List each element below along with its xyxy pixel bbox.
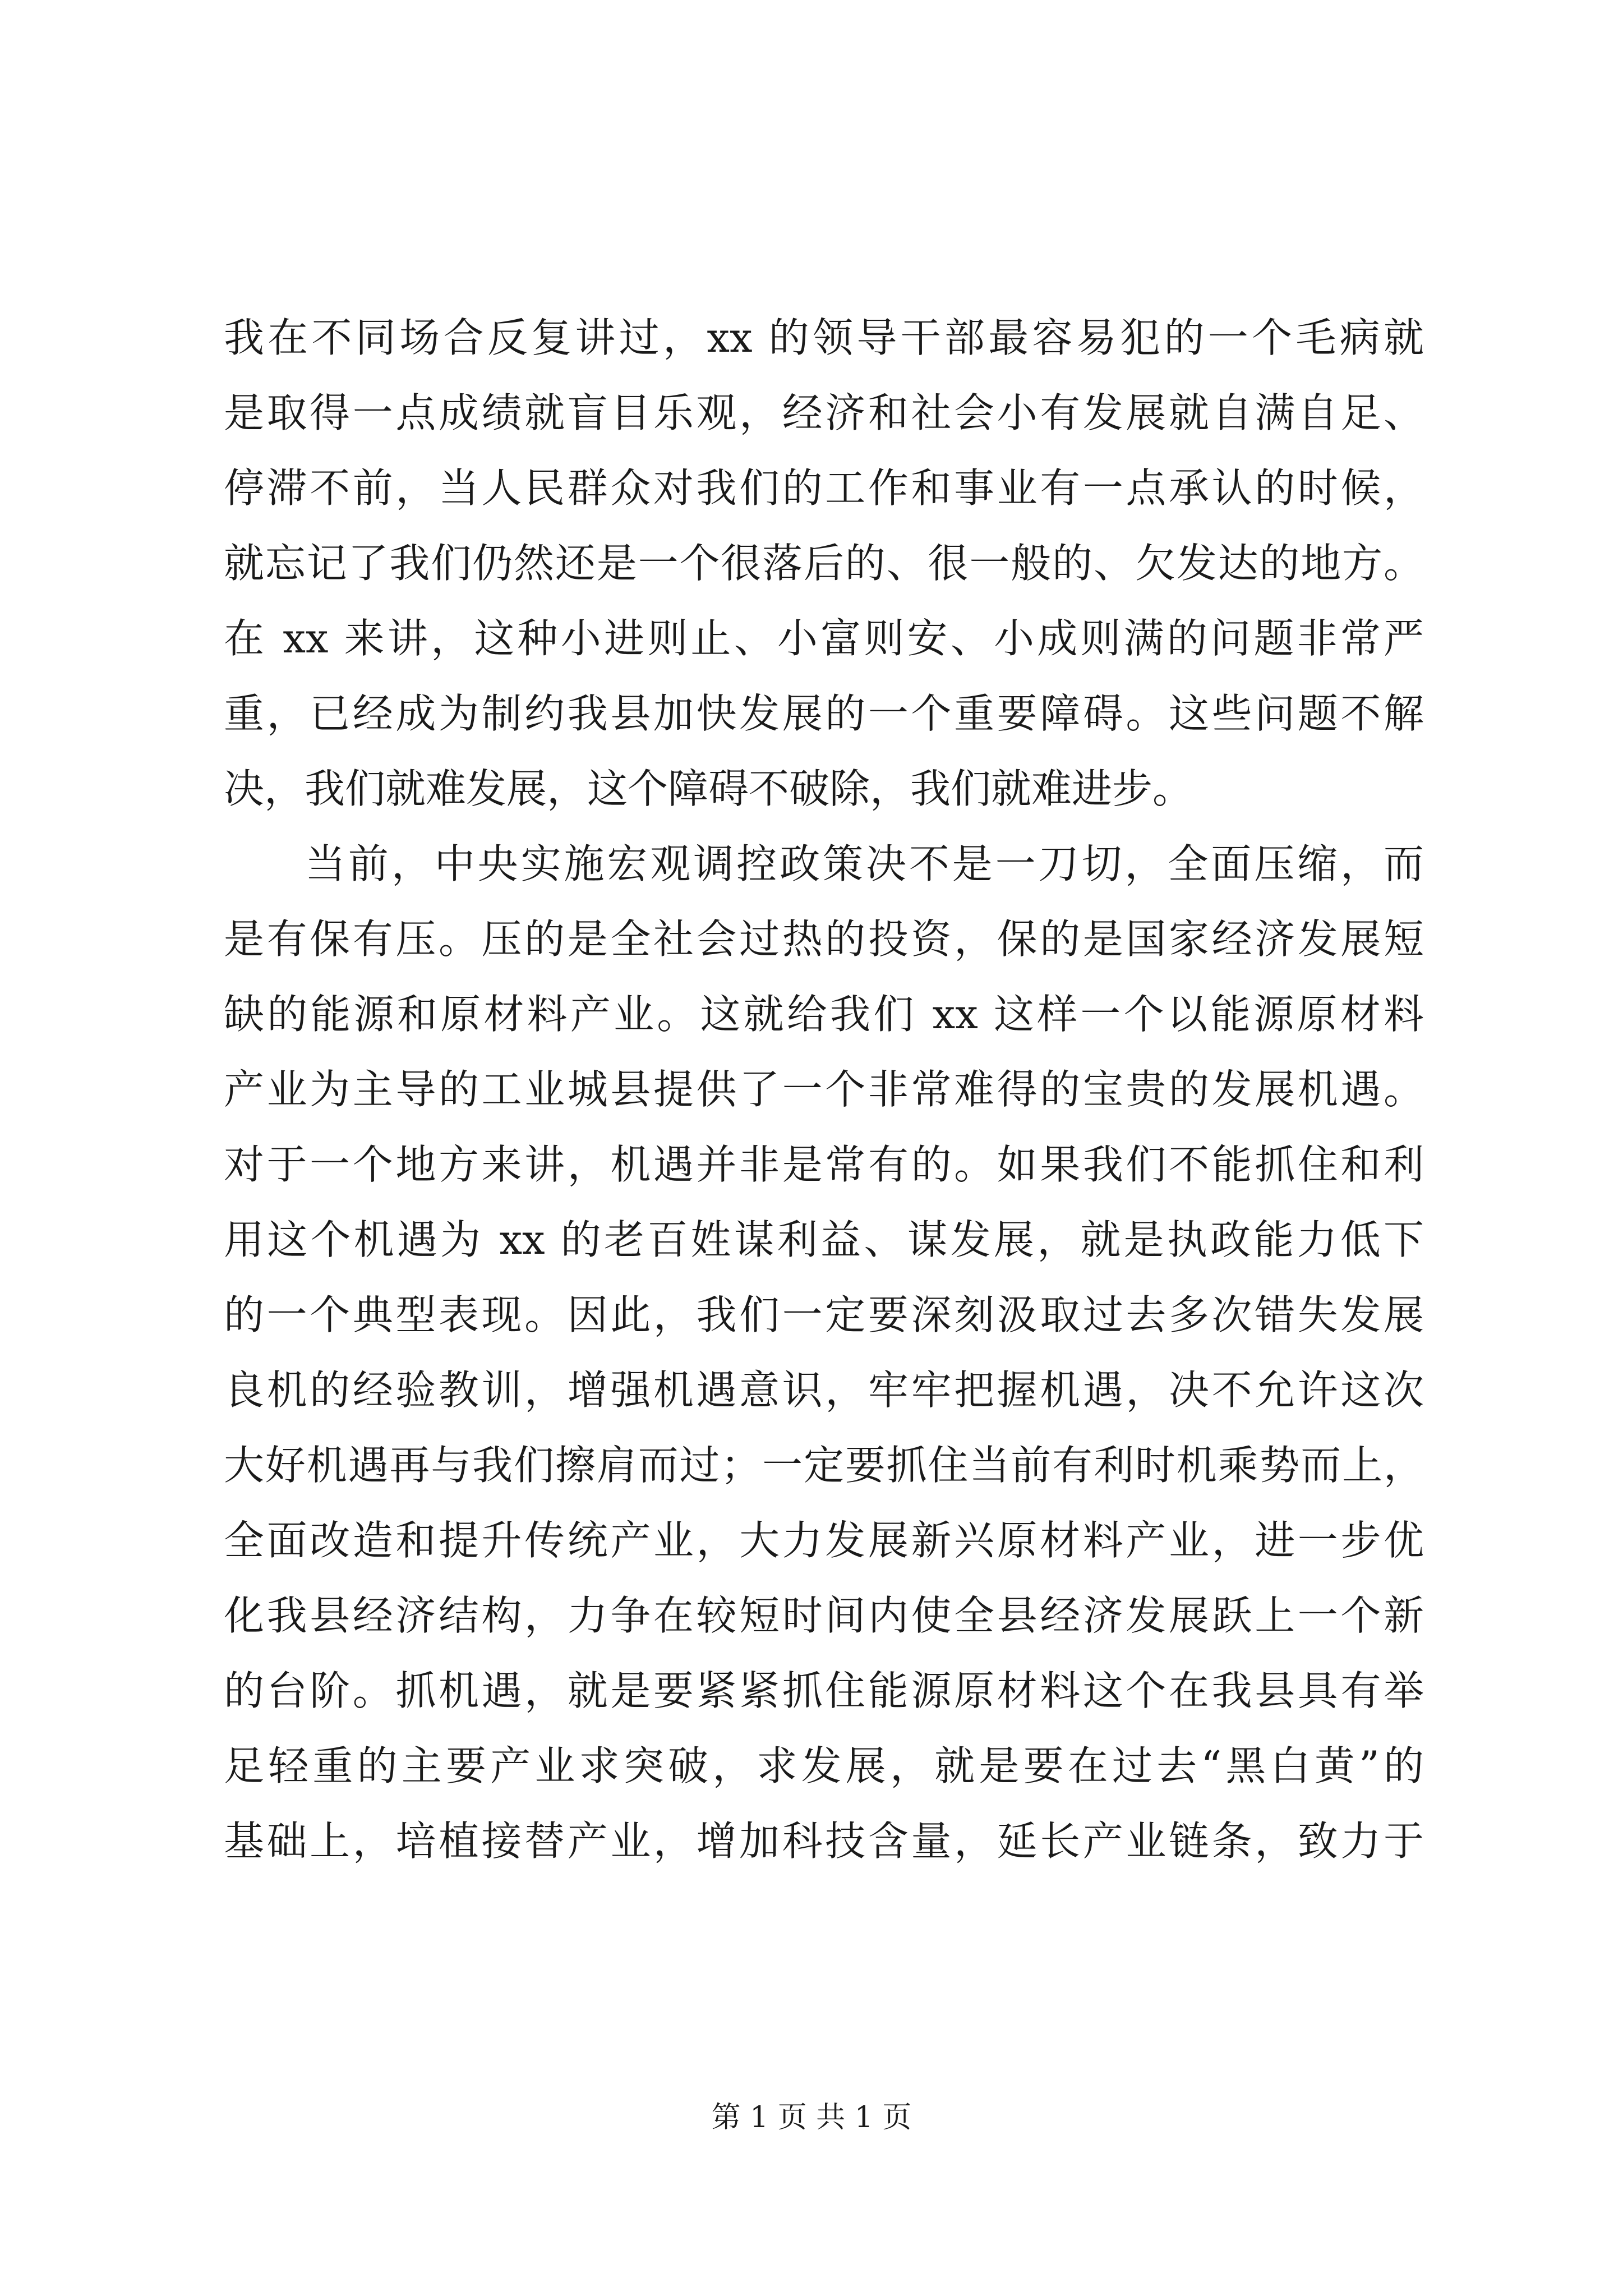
text-line: 缺的能源和原材料产业。这就给我们 xx 这样一个以能源原材料 <box>224 991 1424 1038</box>
text-line: 是有保有压。压的是全社会过热的投资，保的是国家经济发展短 <box>224 915 1424 963</box>
text-line: 就忘记了我们仍然还是一个很落后的、很一般的、欠发达的地方。 <box>224 540 1424 587</box>
text-line: 的一个典型表现。因此，我们一定要深刻汲取过去多次错失发展 <box>224 1291 1424 1338</box>
text-line: 当前，中央实施宏观调控政策决不是一刀切，全面压缩，而 <box>305 840 1424 887</box>
text-line: 化我县经济结构，力争在较短时间内使全县经济发展跃上一个新 <box>224 1592 1424 1639</box>
text-line: 基础上，培植接替产业，增加科技含量，延长产业链条，致力于 <box>224 1818 1424 1865</box>
text-line: 良机的经验教训，增强机遇意识，牢牢把握机遇，决不允许这次 <box>224 1366 1424 1414</box>
text-line: 是取得一点成绩就盲目乐观，经济和社会小有发展就自满自足、 <box>224 389 1424 436</box>
text-line: 停滞不前，当人民群众对我们的工作和事业有一点承认的时候， <box>224 464 1424 512</box>
text-line: 全面改造和提升传统产业，大力发展新兴原材料产业，进一步优 <box>224 1517 1424 1564</box>
text-line: 在 xx 来讲，这种小进则止、小富则安、小成则满的问题非常严 <box>224 615 1424 662</box>
text-line: 产业为主导的工业城县提供了一个非常难得的宝贵的发展机遇。 <box>224 1066 1424 1113</box>
text-line: 大好机遇再与我们擦肩而过；一定要抓住当前有利时机乘势而上， <box>224 1442 1424 1489</box>
text-line: 决，我们就难发展，这个障碍不破除，我们就难进步。 <box>224 765 1193 812</box>
text-line: 我在不同场合反复讲过，xx 的领导干部最容易犯的一个毛病就 <box>224 314 1424 361</box>
text-line: 足轻重的主要产业求突破，求发展，就是要在过去“黑白黄”的 <box>224 1742 1424 1789</box>
paragraph <box>224 300 1424 826</box>
page-footer: 第 1 页 共 1 页 <box>711 2101 912 2134</box>
body-text <box>224 300 1424 1879</box>
paragraph <box>224 826 1424 1879</box>
text-line: 用这个机遇为 xx 的老百姓谋利益、谋发展，就是执政能力低下 <box>224 1216 1424 1263</box>
text-line: 对于一个地方来讲，机遇并非是常有的。如果我们不能抓住和利 <box>224 1141 1424 1188</box>
text-line: 的台阶。抓机遇，就是要紧紧抓住能源原材料这个在我县具有举 <box>224 1667 1424 1714</box>
text-line: 重，已经成为制约我县加快发展的一个重要障碍。这些问题不解 <box>224 690 1424 737</box>
